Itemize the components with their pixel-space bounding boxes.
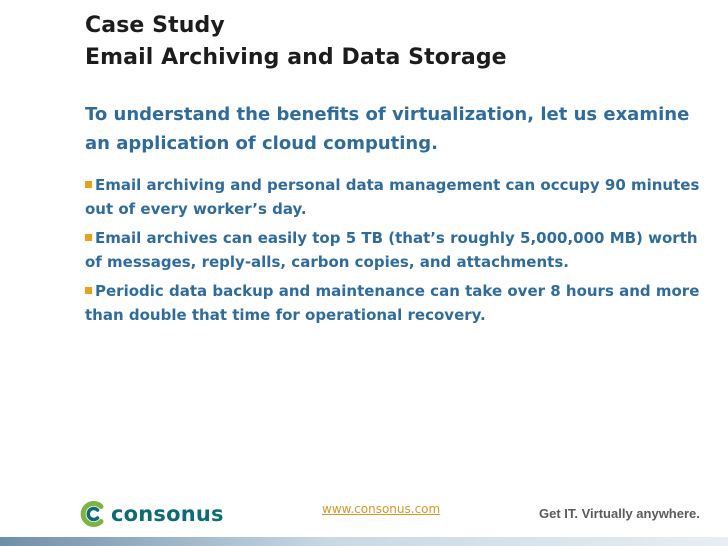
title-line-2: Email Archiving and Data Storage (85, 45, 507, 70)
bullet-item (85, 279, 705, 327)
consonus-logo-icon (80, 501, 106, 527)
bullet-text: Periodic data backup and maintenance can take over 8 hours and more than double that time for operational recovery. (85, 282, 700, 324)
tagline: Get IT. Virtually anywhere. (539, 506, 700, 521)
square-bullet-icon (85, 287, 92, 294)
bullet-item (85, 173, 705, 221)
footer-bar (0, 537, 728, 546)
square-bullet-icon (85, 234, 92, 241)
intro-text: To understand the benefits of virtualization, let us examine an application of cloud computing. (85, 104, 690, 154)
bullet-item (85, 226, 705, 274)
slide-title (85, 10, 507, 74)
bullet-text: Email archives can easily top 5 TB (that’s roughly 5,000,000 MB) worth of messages, reply-alls, carbon copies, and attachments. (85, 229, 698, 271)
bullet-text: Email archiving and personal data management can occupy 90 minutes out of every worker’s day. (85, 176, 700, 218)
logo-wordmark: consonus (111, 502, 224, 526)
title-line-1: Case Study (85, 13, 225, 38)
square-bullet-icon (85, 181, 92, 188)
bullet-list (85, 173, 705, 332)
company-logo (80, 497, 224, 531)
website-link[interactable]: www.consonus.com (322, 502, 441, 516)
